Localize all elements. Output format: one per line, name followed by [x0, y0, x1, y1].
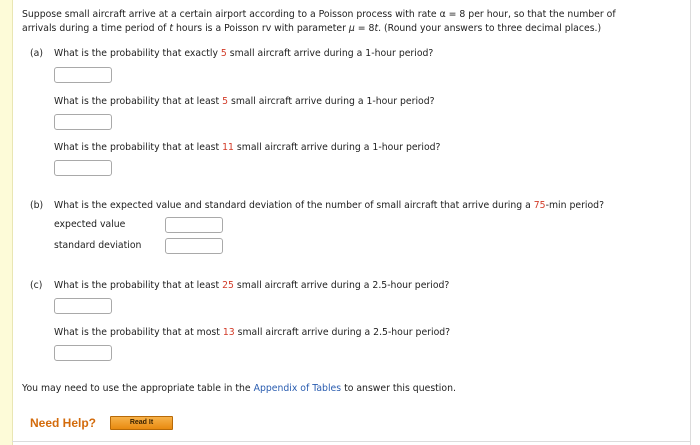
highlight-number: 11	[222, 142, 234, 153]
question-text: What is the expected value and standard deviation of the number of small aircraft that arrive during a	[54, 200, 534, 211]
intro-text: . (Round your answers to three decimal places.)	[378, 23, 602, 34]
variable-mu: μ	[348, 23, 355, 34]
highlight-number: 25	[222, 280, 234, 291]
highlight-number: 13	[222, 327, 235, 338]
highlight-number: 5	[220, 48, 227, 59]
question-text: small aircraft arrive during a 1-hour period?	[228, 96, 435, 107]
part-c-label: (c)	[30, 280, 43, 291]
expected-value-label: expected value	[54, 219, 126, 230]
answer-c2-input[interactable]	[54, 345, 112, 361]
intro-text: = 8	[354, 23, 375, 34]
answer-a3-input[interactable]	[54, 160, 112, 176]
question-text: What is the probability that exactly	[54, 48, 221, 59]
standard-deviation-input[interactable]	[165, 238, 223, 254]
standard-deviation-label: standard deviation	[54, 240, 142, 251]
part-b-label: (b)	[30, 200, 44, 211]
intro-text: Suppose small aircraft arrive at a certain airport according to a Poisson process with rate α = 8 per hour, so that the number of	[22, 9, 616, 20]
read-it-button[interactable]: Read It	[110, 416, 173, 430]
question-text: small aircraft arrive during a 1-hour period?	[233, 142, 441, 153]
appendix-link[interactable]: Appendix of Tables	[253, 383, 342, 394]
footer-text: to answer this question.	[341, 383, 456, 394]
part-a-question-2	[54, 96, 435, 108]
question-text: What is the probability that at least	[54, 280, 223, 291]
highlight-number: 75	[533, 200, 546, 211]
part-b-question	[54, 200, 604, 212]
answer-c1-input[interactable]	[54, 298, 112, 314]
variable-t: t	[169, 23, 174, 34]
question-text: small aircraft arrive during a 2.5-hour period?	[234, 327, 451, 338]
part-a-question-1	[54, 48, 433, 60]
question-text: small aircraft arrive during a 1-hour period?	[226, 48, 434, 59]
part-c-question-1	[54, 280, 449, 292]
footer-text: You may need to use the appropriate table in the	[22, 383, 254, 394]
question-text: What is the probability that at most	[54, 327, 223, 338]
intro-line-1	[22, 9, 616, 21]
left-margin-bar	[0, 0, 13, 445]
part-a-question-3	[54, 142, 441, 154]
answer-a2-input[interactable]	[54, 114, 112, 130]
question-text: -min period?	[545, 200, 605, 211]
footer-note	[22, 383, 456, 395]
part-c-question-2	[54, 327, 450, 339]
question-text: What is the probability that at least	[54, 142, 223, 153]
right-border	[690, 0, 691, 445]
part-a-label: (a)	[30, 48, 43, 59]
intro-text: arrivals during a time period of	[22, 23, 170, 34]
question-text: small aircraft arrive during a 2.5-hour period?	[233, 280, 450, 291]
highlight-number: 5	[222, 96, 229, 107]
intro-text: hours is a Poisson rv with parameter	[173, 23, 349, 34]
expected-value-input[interactable]	[165, 217, 223, 233]
intro-line-2	[22, 23, 601, 35]
question-text: What is the probability that at least	[54, 96, 223, 107]
variable-t: t	[374, 23, 379, 34]
bottom-border	[12, 441, 691, 442]
answer-a1-input[interactable]	[54, 67, 112, 83]
need-help-label: Need Help?	[30, 416, 97, 430]
